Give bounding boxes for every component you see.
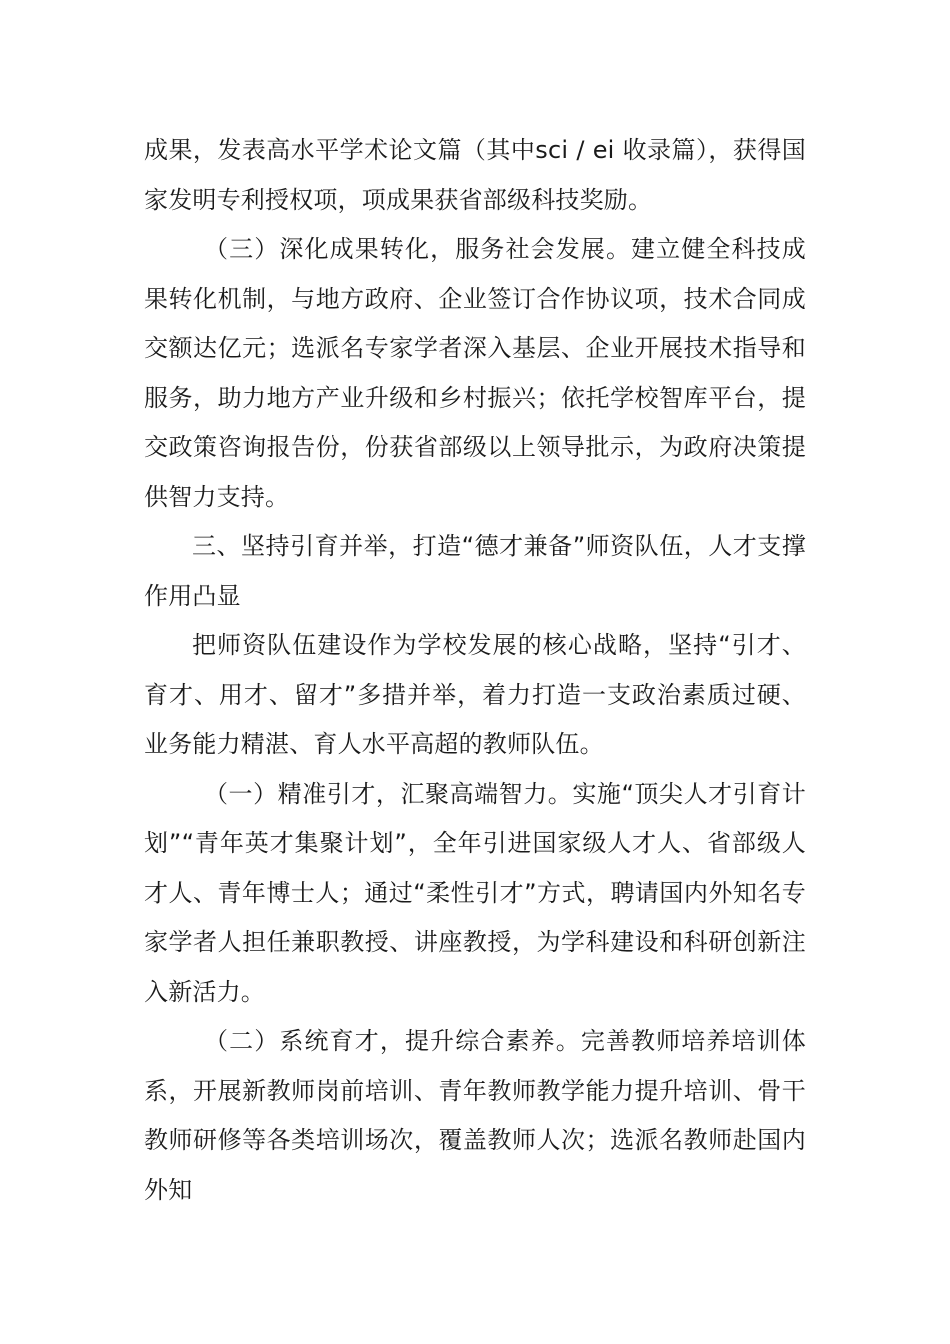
paragraph-continuation: 成果，发表高水平学术论文篇（其中sci / ei 收录篇），获得国家发明专利授权项，项成果获省部级科技奖励。 — [144, 136, 806, 214]
paragraph-systematic-training: （二）系统育才，提升综合素养。完善教师培养培训体系，开展新教师岗前培训、青年教师教学能力提升培训、骨干教师研修等各类培训场次，覆盖教师人次；选派名教师赴国内外知 — [144, 1027, 806, 1204]
paragraph-faculty-strategy: 把师资队伍建设作为学校发展的核心战略，坚持“引才、育才、用才、留才”多措并举，着力打造一支政治素质过硬、业务能力精湛、育人水平高超的教师队伍。 — [144, 631, 806, 758]
document-body — [144, 126, 806, 1215]
heading-section-three: 三、坚持引育并举，打造“德才兼备”师资队伍，人才支撑作用凸显 — [144, 532, 806, 610]
paragraph-precise-recruitment: （一）精准引才，汇聚高端智力。实施“顶尖人才引育计划”“青年英才集聚计划”，全年引进国家级人才人、省部级人才人、青年博士人；通过“柔性引才”方式，聘请国内外知名专家学者人担任兼职教授、讲座教授，为学科建设和科研创新注入新活力。 — [144, 779, 806, 1006]
paragraph-section-3-deepen-transformation: （三）深化成果转化，服务社会发展。建立健全科技成果转化机制，与地方政府、企业签订合作协议项，技术合同成交额达亿元；选派名专家学者深入基层、企业开展技术指导和服务，助力地方产业升级和乡村振兴；依托学校智库平台，提交政策咨询报告份，份获省部级以上领导批示，为政府决策提供智力支持。 — [144, 235, 806, 511]
